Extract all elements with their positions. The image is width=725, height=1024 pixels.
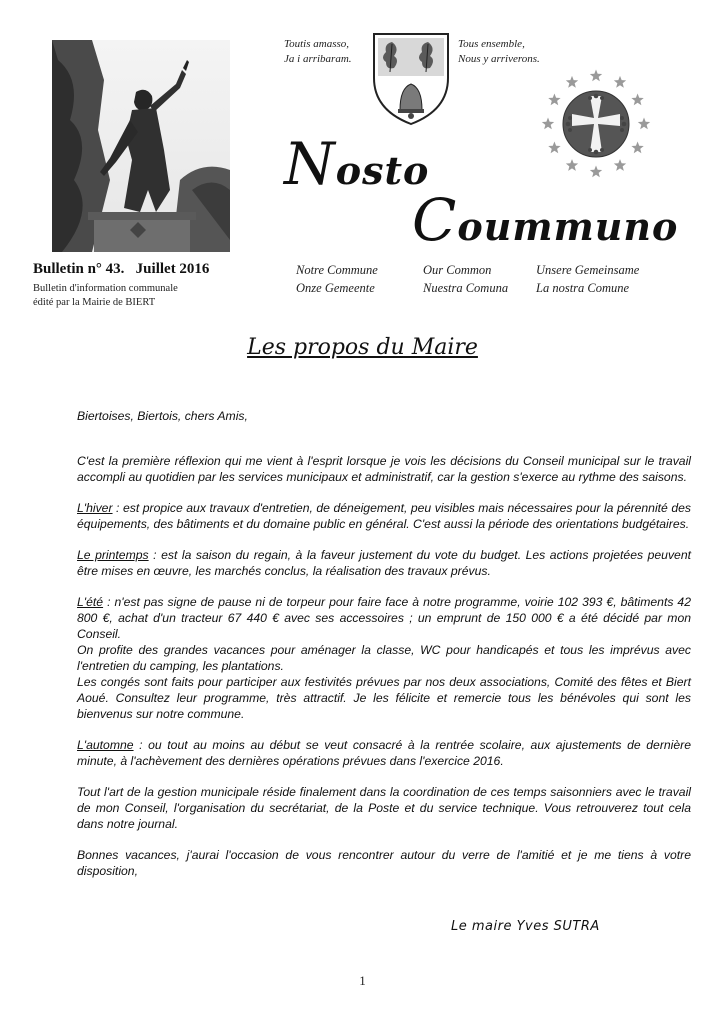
motto-line: Tous ensemble, [458, 38, 525, 50]
translation-item: Our Common [423, 263, 492, 277]
title-rest: oummuno [457, 204, 679, 249]
letter-closing: Bonnes vacances, j'aurai l'occasion de vous rencontrer autour du verre de l'amitié et je me tiens à votre disposition, [77, 848, 691, 878]
season-text: : ou tout au moins au début se veut consacré à la rentrée scolaire, aux ajustements de dernière minute, à l'achèvement des dernières opérations prévues dans l'exercice 2016. [77, 738, 691, 768]
bulletin-number: Bulletin n° 43. Juillet 2016 [33, 261, 210, 277]
title-capital: N [284, 130, 336, 198]
occitan-cross-icon [538, 66, 654, 182]
star-icon [631, 142, 643, 154]
star-icon [590, 166, 602, 178]
translation-item: Notre Commune [296, 263, 378, 277]
title-rest: osto [335, 148, 430, 193]
mayor-letter [77, 408, 691, 879]
star-icon [638, 118, 650, 130]
page-number: 1 [359, 973, 366, 988]
star-icon [614, 76, 626, 88]
motto-french [458, 37, 540, 67]
letter-summer [77, 594, 691, 642]
season-label: L'été [77, 595, 104, 609]
season-label: L'automne [77, 738, 134, 752]
bulletin-subtitle [33, 282, 178, 310]
letter-intro: C'est la première réflexion qui me vient à l'esprit lorsque je vois les décisions du Conseil municipal sur le travail accompli au quotidien par les services municipaux et administratif, car la gestion s'exerce au rythme des saisons. [77, 454, 691, 484]
letter-summer-2: On profite des grandes vacances pour aménager la classe, WC pour handicapés et tous les imprévus avec l'entretien du camping, les plantations. [77, 643, 691, 673]
star-icon [590, 70, 602, 82]
translation-item: Onze Gemeente [296, 281, 375, 295]
translation-item: La nostra Comune [536, 281, 630, 295]
star-icon [548, 94, 560, 106]
star-icon [542, 118, 554, 130]
subtitle-line: édité par la Mairie de BIERT [33, 297, 156, 308]
season-text: : n'est pas signe de pause ni de torpeur pour faire face à notre programme, voirie 102 393 €, bâtiments 42 800 €, achat d'un tracteur 67 440 € avec ses accessoires ; un emprunt de 150 000 € a été décidé par mon Conseil. [77, 595, 691, 641]
translation-row [296, 263, 696, 281]
section-title: Les propos du Maire [247, 335, 478, 360]
letter-spring [77, 547, 691, 579]
coat-of-arms-icon [370, 30, 452, 126]
letter-art: Tout l'art de la gestion municipale réside finalement dans la coordination de ces temps saisonniers avec le travail de mon Conseil, l'organisation du secrétariat, de la Poste et du service technique. Vous retrouverez tout cela dans notre journal. [77, 785, 691, 831]
star-icon [631, 94, 643, 106]
translation-item: Nuestra Comuna [423, 281, 509, 295]
translation-item: Unsere Gemeinsame [536, 263, 640, 277]
title-word-1 [284, 130, 429, 198]
season-text: : est propice aux travaux d'entretien, de déneigement, peu visibles mais nécessaires pour la pérennité des équipements, des bâtiments et du domaine public en général. C'est aussi la période des orientations budgétaires. [77, 501, 691, 531]
season-label: Le printemps [77, 548, 149, 562]
letter-greeting: Biertoises, Biertois, chers Amis, [77, 409, 248, 423]
season-text: : est la saison du regain, à la faveur justement du vote du budget. Les actions projetées peuvent être mises en œuvre, les marchés conclus, la réalisation des travaux prévus. [77, 548, 691, 578]
title-capital: C [412, 186, 458, 254]
statue-photo [52, 40, 230, 252]
commune-translations [296, 263, 696, 299]
subtitle-line: Bulletin d'information communale [33, 283, 178, 294]
motto-line: Ja i arribaram. [284, 53, 352, 65]
motto-line: Toutis amasso, [284, 38, 350, 50]
letter-winter [77, 500, 691, 532]
season-label: L'hiver [77, 501, 113, 515]
letter-summer-3: Les congés sont faits pour participer aux festivités prévues par nos deux associations, Comité des fêtes et Biert Aoué. Consultez leur programme, très attractif. Je les félicite et remercie tous les bénévoles qui sont les bienvenus sur notre commune. [77, 675, 691, 721]
translation-row [296, 281, 696, 299]
star-icon [548, 142, 560, 154]
signature: Le maire Yves SUTRA [451, 919, 600, 934]
star-icon [566, 159, 578, 171]
motto-line: Nous y arriverons. [458, 53, 540, 65]
letter-autumn [77, 737, 691, 769]
motto-occitan [284, 37, 352, 67]
title-word-2 [412, 186, 678, 254]
star-icon [566, 76, 578, 88]
star-icon [614, 159, 626, 171]
